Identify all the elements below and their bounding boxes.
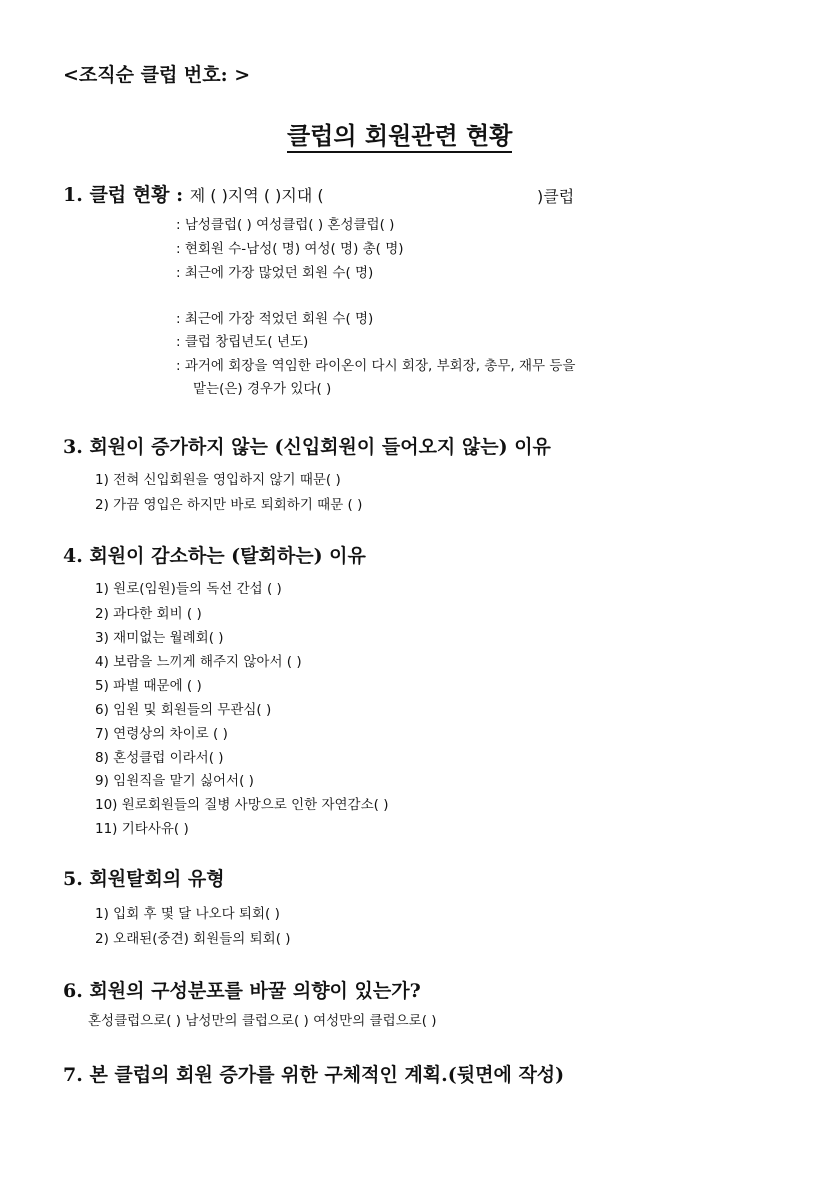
- section4-heading: 4. 회원이 감소하는 (탈회하는) 이유: [63, 545, 366, 567]
- section4-item: 4) 보람을 느끼게 해주지 않아서 ( ): [95, 654, 302, 670]
- section4-item: 3) 재미없는 월례회( ): [95, 630, 224, 646]
- section4-item: 6) 임원 및 회원들의 무관심( ): [95, 702, 272, 718]
- section4-item: 2) 과다한 회비 ( ): [95, 606, 202, 622]
- section1-line: : 남성클럽( ) 여성클럽( ) 혼성클럽( ): [176, 217, 395, 233]
- section4-item: 11) 기타사유( ): [95, 821, 189, 837]
- section6-heading: 6. 회원의 구성분포를 바꿀 의향이 있는가?: [63, 980, 421, 1002]
- page-title: 클럽의 회원관련 현황: [287, 124, 512, 153]
- section1-line: 맡는(은) 경우가 있다( ): [193, 381, 332, 397]
- section1-line: : 최근에 가장 많었던 회원 수( 명): [176, 265, 374, 281]
- section6-line: 혼성클럽으로( ) 남성만의 클럽으로( ) 여성만의 클럽으로( ): [88, 1013, 437, 1029]
- section1-line: : 과거에 회장을 역임한 라이온이 다시 회장, 부회장, 총무, 재무 등을: [176, 358, 576, 374]
- section4-item: 1) 원로(임원)들의 독선 간섭 ( ): [95, 581, 282, 597]
- section5-item: 1) 입회 후 몇 달 나오다 퇴회( ): [95, 906, 280, 922]
- section4-item: 7) 연령상의 차이로 ( ): [95, 726, 228, 742]
- section1-line: : 클럽 창립년도( 년도): [176, 334, 309, 350]
- section3-item: 2) 가끔 영입은 하지만 바로 퇴회하기 때문 ( ): [95, 497, 363, 513]
- section1-heading-close: )클럽: [537, 187, 575, 206]
- section4-item: 5) 파벌 때문에 ( ): [95, 678, 202, 694]
- club-number-label: <조직순 클럽 번호: >: [63, 64, 251, 86]
- section1-heading-label: 1. 클럽 현황 :: [63, 184, 190, 206]
- section7-heading: 7. 본 클럽의 회원 증가를 위한 구체적인 계획.(뒷면에 작성): [63, 1064, 565, 1086]
- section1-line: : 현회원 수-남성( 명) 여성( 명) 총( 명): [176, 241, 404, 257]
- section3-item: 1) 전혀 신입회원을 영입하지 않기 때문( ): [95, 472, 341, 488]
- section5-heading: 5. 회원탈회의 유형: [63, 868, 225, 890]
- section4-item: 9) 임원직을 맡기 싫어서( ): [95, 773, 254, 789]
- section1-line: : 최근에 가장 적었던 회원 수( 명): [176, 311, 374, 327]
- section1-heading: [63, 186, 324, 205]
- section4-item: 8) 혼성클럽 이라서( ): [95, 750, 224, 766]
- section3-heading: 3. 회원이 증가하지 않는 (신입회원이 들어오지 않는) 이유: [63, 436, 551, 458]
- section5-item: 2) 오래된(중견) 회원들의 퇴회( ): [95, 931, 291, 947]
- section4-item: 10) 원로회원들의 질병 사망으로 인한 자연감소( ): [95, 797, 389, 813]
- section1-heading-tail: 제 ( )지역 ( )지대 (: [189, 186, 324, 205]
